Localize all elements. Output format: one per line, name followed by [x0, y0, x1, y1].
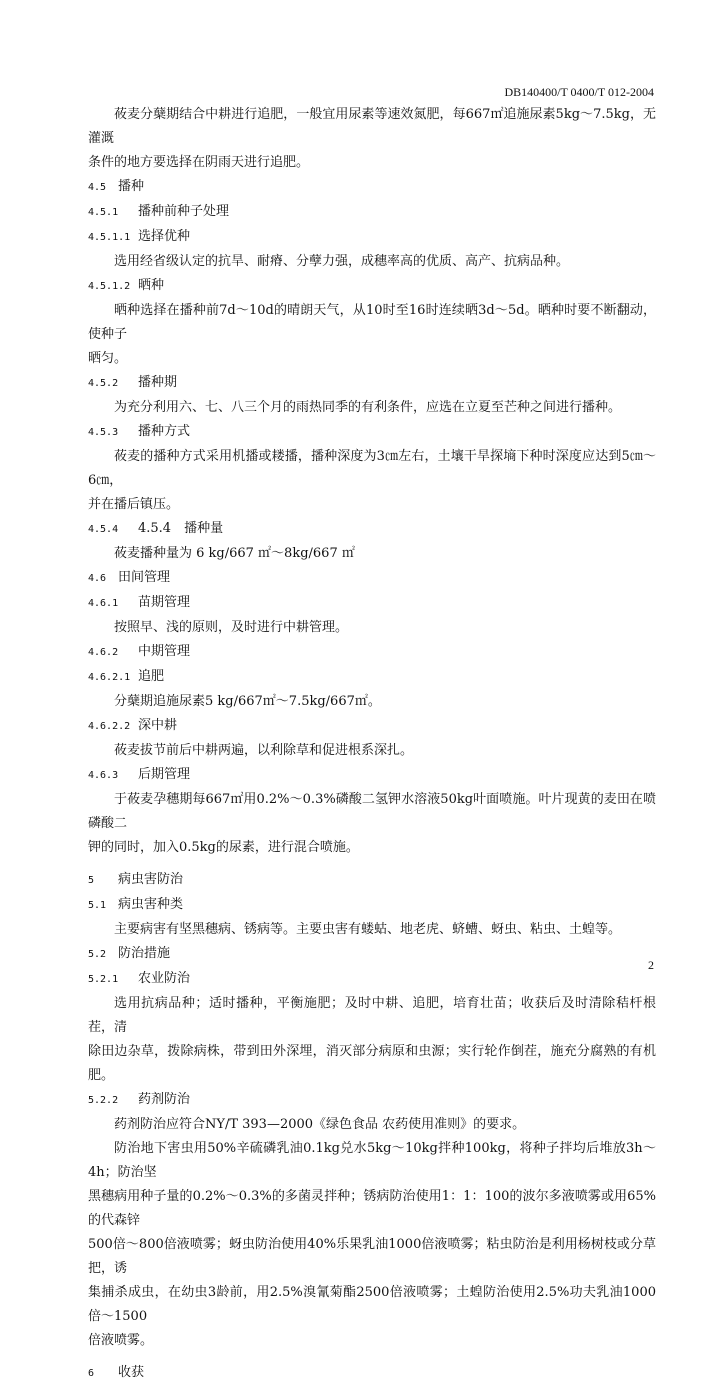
paragraph-sowing-period: 为充分利用六、七、八三个月的雨热同季的有利条件，应选在立夏至芒种之间进行播种。	[114, 400, 622, 415]
heading-5	[88, 868, 656, 893]
heading-title: 病虫害防治	[118, 872, 184, 887]
heading-title: 苗期管理	[138, 595, 191, 610]
heading-number: 4.5.4	[88, 524, 119, 535]
heading-title: 农业防治	[138, 971, 191, 986]
heading-title: 防治措施	[118, 946, 171, 961]
heading-4-5-4	[88, 517, 656, 542]
heading-title: 深中耕	[138, 718, 178, 733]
heading-4-6-1	[88, 591, 656, 616]
heading-number: 4.6.2	[88, 647, 119, 658]
heading-4-5-1-2	[88, 274, 656, 299]
heading-title: 病虫害种类	[118, 897, 184, 912]
heading-number: 4.5.1.1	[88, 232, 131, 243]
paragraph-chemical-standard: 药剂防治应符合NY/T 393—2000《绿色食品 农药使用准则》的要求。	[114, 1117, 526, 1132]
heading-title: 收获	[118, 1365, 145, 1380]
heading-title: 后期管理	[138, 767, 191, 782]
heading-5-2-2	[88, 1088, 656, 1113]
heading-number: 5.2.2	[88, 1095, 119, 1106]
heading-number: 4.6.1	[88, 598, 119, 609]
heading-4-5-2	[88, 371, 656, 396]
heading-4-6	[88, 566, 656, 591]
heading-number: 6	[88, 1368, 95, 1379]
heading-title: 播种方式	[138, 424, 191, 439]
heading-number: 5.2.1	[88, 974, 119, 985]
heading-number: 4.6.2.1	[88, 672, 131, 683]
heading-4-6-2-2	[88, 714, 656, 739]
heading-number: 4.6	[88, 573, 107, 584]
heading-title: 播种前种子处理	[138, 204, 230, 219]
page-number: 2	[648, 958, 654, 972]
heading-4-5	[88, 175, 656, 200]
heading-number: 5.2	[88, 949, 107, 960]
heading-number: 4.5.2	[88, 378, 119, 389]
heading-number: 5	[88, 875, 95, 886]
paragraph-sowing-rate: 莜麦播种量为 6 kg/667 ㎡～8kg/667 ㎡	[114, 546, 355, 561]
paragraph-seedling-management: 按照早、浅的原则，及时进行中耕管理。	[114, 620, 349, 635]
heading-4-5-1-1	[88, 225, 656, 250]
heading-title: 田间管理	[118, 570, 171, 585]
heading-number: 4.6.3	[88, 770, 119, 781]
paragraph-deep-cultivation: 莜麦拔节前后中耕两遍，以利除草和促进根系深扎。	[114, 743, 414, 758]
heading-number: 4.5	[88, 182, 107, 193]
heading-title: 播种	[118, 179, 145, 194]
heading-5-1	[88, 893, 656, 918]
heading-number: 4.5.1.2	[88, 281, 131, 292]
heading-title: 晒种	[138, 278, 165, 293]
heading-title: 追肥	[138, 669, 165, 684]
heading-4-6-2-1	[88, 665, 656, 690]
heading-6	[88, 1361, 656, 1386]
heading-4-6-3	[88, 763, 656, 788]
paragraph-fertilizer: 分蘖期追施尿素5 kg/667㎡～7.5kg/667㎡。	[114, 694, 381, 709]
heading-4-6-2	[88, 640, 656, 665]
document-code-header: DB140400/T 0400/T 012-2004	[504, 85, 654, 99]
heading-5-2	[88, 942, 656, 967]
heading-title: 药剂防治	[138, 1092, 191, 1107]
paragraph-late-management: 于莜麦孕穗期每667㎡用0.2%～0.3%磷酸二氢钾水溶液50kg叶面喷施。叶片现黄的麦田在喷磷酸二 钾的同时，加入0.5kg的尿素，进行混合喷施。	[88, 792, 656, 855]
heading-5-2-1	[88, 967, 656, 992]
paragraph-topdressing: 莜麦分蘖期结合中耕进行追肥，一般宜用尿素等速效氮肥，每667㎡追施尿素5kg～7.5kg，无灌溉 条件的地方要选择在阴雨天进行追肥。	[88, 107, 656, 170]
heading-number: 4.6.2.2	[88, 721, 131, 732]
heading-4-5-3	[88, 420, 656, 445]
paragraph-seed-drying: 晒种选择在播种前7d～10d的晴朗天气，从10时至16时连续晒3d～5d。晒种时要不断翻动，使种子 晒匀。	[88, 303, 656, 366]
heading-number: 4.5.1	[88, 207, 119, 218]
heading-title: 选择优种	[138, 229, 191, 244]
paragraph-variety-selection: 选用经省级认定的抗旱、耐瘠、分孽力强，成穗率高的优质、高产、抗病品种。	[114, 254, 570, 269]
heading-4-5-1	[88, 200, 656, 225]
heading-title: 中期管理	[138, 644, 191, 659]
heading-number: 5.1	[88, 900, 107, 911]
heading-title: 4.5.4 播种量	[138, 521, 224, 536]
document-body	[88, 103, 656, 1386]
heading-title: 播种期	[138, 375, 178, 390]
paragraph-pest-types: 主要病害有坚黑穗病、锈病等。主要虫害有蝼蛄、地老虎、蛴螬、蚜虫、粘虫、土蝗等。	[114, 922, 622, 937]
paragraph-chemical-control: 防治地下害虫用50%辛硫磷乳油0.1kg兑水5kg～10kg拌种100kg，将种子拌均后堆放3h～4h；防治坚 黑穗病用种子量的0.2%～0.3%的多菌灵拌种；锈病防治使用1：1：100的波尔多液喷雾或用65%的代森锌 500倍～800倍液喷雾；蚜虫防治使用40%乐果乳油1000倍液喷雾；粘虫防治是利用杨树枝或分草把，诱 集捕杀成虫，在幼虫3龄前，用2.5%溴氰菊酯2500倍液喷雾；土蝗防治使用2.5%功夫乳油1000倍～1500 倍液喷雾。	[88, 1141, 656, 1348]
paragraph-agricultural-control: 选用抗病品种；适时播种，平衡施肥；及时中耕、追肥，培育壮苗；收获后及时清除秸杆根茬，清 除田边杂草，拨除病株，带到田外深埋，消灭部分病原和虫源；实行轮作倒茬，施充分腐熟的有机肥。	[88, 996, 656, 1083]
heading-number: 4.5.3	[88, 427, 119, 438]
paragraph-sowing-method: 莜麦的播种方式采用机播或耧播，播种深度为3㎝左右，土壤干旱探墒下种时深度应达到5㎝～6㎝， 并在播后镇压。	[88, 449, 656, 512]
